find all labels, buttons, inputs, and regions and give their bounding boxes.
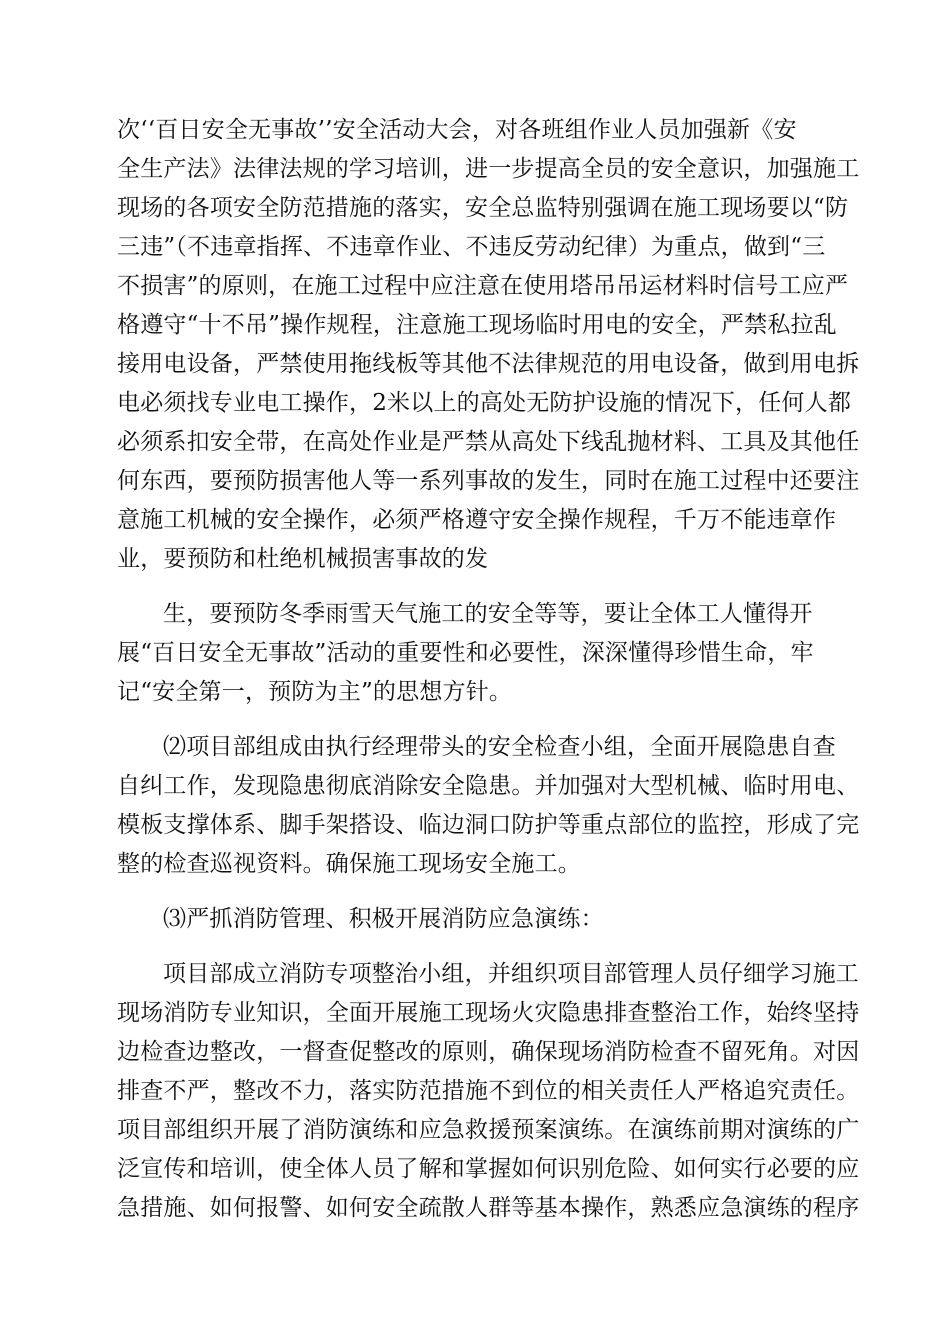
paragraph-3-line: 自纠工作，发现隐患彻底消除安全隐患。并加强对大型机械、临时用电、 — [117, 773, 860, 799]
paragraph-5-line: 急措施、如何报警、如何安全疏散人群等基本操作，熟悉应急演练的程序 — [117, 1195, 860, 1221]
paragraph-1-line: 必须系扣安全带，在高处作业是严禁从高处下线乱抛材料、工具及其他任 — [117, 429, 860, 455]
paragraph-3-line: ⑵项目部组成由执行经理带头的安全检查小组，全面开展隐患自查 — [163, 734, 836, 760]
paragraph-1-line: 不损害”的原则，在施工过程中应注意在使用塔吊吊运材料时信号工应严 — [117, 273, 849, 299]
paragraph-1-line: 全生产法》法律法规的学习培训，进一步提高全员的安全意识，加强施工 — [117, 156, 860, 182]
paragraph-1-line: 格遵守“十不吊”操作规程，注意施工现场临时用电的安全，严禁私拉乱 — [117, 312, 837, 338]
paragraph-1-line: 电必须找专业电工操作，2米以上的高处无防护设施的情况下，任何人都 — [117, 390, 852, 416]
paragraph-5-line: 项目部成立消防专项整治小组，并组织项目部管理人员仔细学习施工 — [163, 961, 859, 987]
paragraph-5-line: 边检查边整改，一督查促整改的原则，确保现场消防检查不留死角。对因 — [117, 1039, 860, 1065]
paragraph-1-line: 接用电设备，严禁使用拖线板等其他不法律规范的用电设备，做到用电拆 — [117, 351, 860, 377]
paragraph-5-line: 排查不严，整改不力，落实防范措施不到位的相关责任人严格追究责任。 — [117, 1078, 860, 1104]
paragraph-4-line: ⑶严抓消防管理、积极开展消防应急演练： — [163, 906, 604, 932]
paragraph-5-line: 现场消防专业知识，全面开展施工现场火灾隐患排查整治工作，始终坚持 — [117, 1000, 860, 1026]
paragraph-1-line: 三违”（不违章指挥、不违章作业、不违反劳动纪律）为重点，做到“三 — [117, 234, 826, 260]
paragraph-3-line: 整的检查巡视资料。确保施工现场安全施工。 — [117, 851, 581, 877]
paragraph-5-line: 泛宣传和培训，使全体人员了解和掌握如何识别危险、如何实行必要的应 — [117, 1156, 860, 1182]
paragraph-1-line: 何东西，要预防损害他人等一系列事故的发生，同时在施工过程中还要注 — [117, 468, 860, 494]
paragraph-1-line: 现场的各项安全防范措施的落实，安全总监特别强调在施工现场要以“防 — [117, 195, 849, 221]
paragraph-1-line: 次‘‘百日安全无事故’’安全活动大会，对各班组作业人员加强新《安 — [117, 117, 797, 143]
paragraph-5-line: 项目部组织开展了消防演练和应急救援预案演练。在演练前期对演练的广 — [117, 1117, 860, 1143]
paragraph-1-line: 业，要预防和杜绝机械损害事故的发 — [117, 546, 489, 572]
paragraph-2-line: 生，要预防冬季雨雪天气施工的安全等等，要让全体工人懂得开 — [163, 601, 813, 627]
paragraph-3-line: 模板支撑体系、脚手架搭设、临边洞口防护等重点部位的监控，形成了完 — [117, 812, 860, 838]
paragraph-1-line: 意施工机械的安全操作，必须严格遵守安全操作规程，千万不能违章作 — [117, 507, 837, 533]
paragraph-2-line: 记“安全第一，预防为主”的思想方针。 — [117, 679, 513, 705]
paragraph-2-line: 展“百日安全无事故”活动的重要性和必要性，深深懂得珍惜生命，牢 — [117, 640, 814, 666]
